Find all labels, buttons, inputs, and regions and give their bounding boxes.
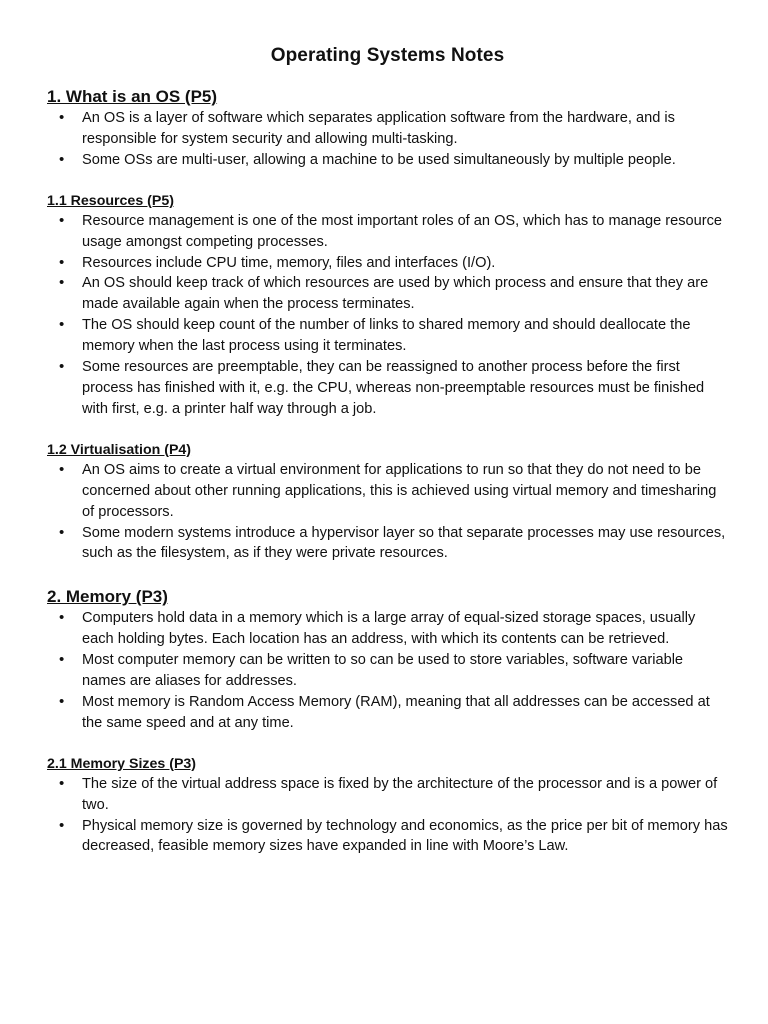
bullet-icon: • (59, 774, 65, 792)
bullet-icon: • (59, 816, 65, 834)
section-heading-memory: 2. Memory (P3) (47, 587, 168, 607)
document-title: Operating Systems Notes (270, 45, 505, 66)
bullet-icon: • (59, 651, 65, 669)
bullet-icon: • (59, 358, 65, 376)
bullet-icon: • (59, 274, 65, 292)
bullet-text: An OS aims to create a virtual environment for applications to run so that they do not need to be concerned about other running applications, this is achieved using virtual memory and timesharing of processors. (82, 461, 717, 520)
bullet-text: Most memory is Random Access Memory (RAM), meaning that all addresses can be accessed at the same speed and at any time. (82, 693, 710, 731)
bullet-text: Some OSs are multi-user, allowing a machine to be used simultaneously by multiple people. (82, 151, 676, 168)
bullet-icon: • (59, 150, 65, 168)
bullet-text: The OS should keep count of the number of links to shared memory and should deallocate the memory when the last process using it terminates. (82, 317, 691, 355)
bullet-text: An OS is a layer of software which separates application software from the hardware, and is responsible for system security and allowing multi-tasking. (82, 110, 675, 147)
bullet-text: Most computer memory can be written to so can be used to store variables, software variable names are aliases for addresses. (82, 652, 684, 690)
bullet-text: Resources include CPU time, memory, files and interfaces (I/O). (82, 254, 496, 271)
section-heading-what-is-an-os: 1. What is an OS (P5) (47, 87, 218, 106)
bullet-icon: • (59, 609, 65, 627)
bullet-item (47, 608, 728, 650)
bullet-item (47, 460, 728, 523)
bullet-item (47, 357, 728, 420)
bullet-item (47, 315, 728, 357)
bullet-item (47, 774, 728, 816)
bullet-list-virtualisation (47, 460, 728, 565)
bullet-text: The size of the virtual address space is fixed by the architecture of the processor and is a power of two. (82, 775, 718, 813)
bullet-list-resources (47, 211, 728, 420)
bullet-list-memory-sizes (47, 774, 728, 858)
bullet-text: Some modern systems introduce a hypervisor layer so that separate processes may use resources, such as the filesystem, as if they were private resources. (82, 524, 726, 562)
bullet-item (47, 650, 728, 692)
bullet-item (47, 108, 728, 150)
section-heading-virtualisation: 1.2 Virtualisation (P4) (47, 441, 192, 458)
section-heading-resources: 1.1 Resources (P5) (47, 192, 174, 209)
bullet-icon: • (59, 460, 65, 478)
bullet-item (47, 253, 728, 274)
bullet-text: Some resources are preemptable, they can be reassigned to another process before the first process has finished with it, e.g. the CPU, whereas non-preemptable resources must be finished with first, e.g. a printer half way through a job. (82, 359, 705, 417)
bullet-text: Computers hold data in a memory which is a large array of equal-sized storage spaces, usually each holding bytes. Each location has an address, with which its contents can be retrieved. (82, 610, 696, 648)
bullet-item (47, 523, 728, 565)
bullet-item (47, 273, 728, 315)
bullet-list-memory (47, 608, 728, 733)
bullet-text: An OS should keep track of which resources are used by which process and ensure that they are made available again when the process terminates. (82, 275, 709, 313)
section-heading-memory-sizes: 2.1 Memory Sizes (P3) (47, 755, 197, 772)
bullet-icon: • (59, 253, 65, 271)
bullet-item (47, 816, 728, 858)
bullet-icon: • (59, 109, 65, 126)
bullet-item (47, 692, 728, 734)
bullet-icon: • (59, 316, 65, 334)
bullet-item (47, 211, 728, 253)
bullet-list-what-is-an-os (47, 108, 728, 171)
bullet-text: Physical memory size is governed by technology and economics, as the price per bit of memory has decreased, feasible memory sizes have expanded in line with Moore’s Law. (82, 817, 728, 855)
bullet-icon: • (59, 523, 65, 541)
bullet-text: Resource management is one of the most important roles of an OS, which has to manage resource usage amongst competing processes. (82, 212, 723, 250)
bullet-item (47, 150, 728, 171)
bullet-icon: • (59, 211, 65, 229)
bullet-icon: • (59, 692, 65, 710)
